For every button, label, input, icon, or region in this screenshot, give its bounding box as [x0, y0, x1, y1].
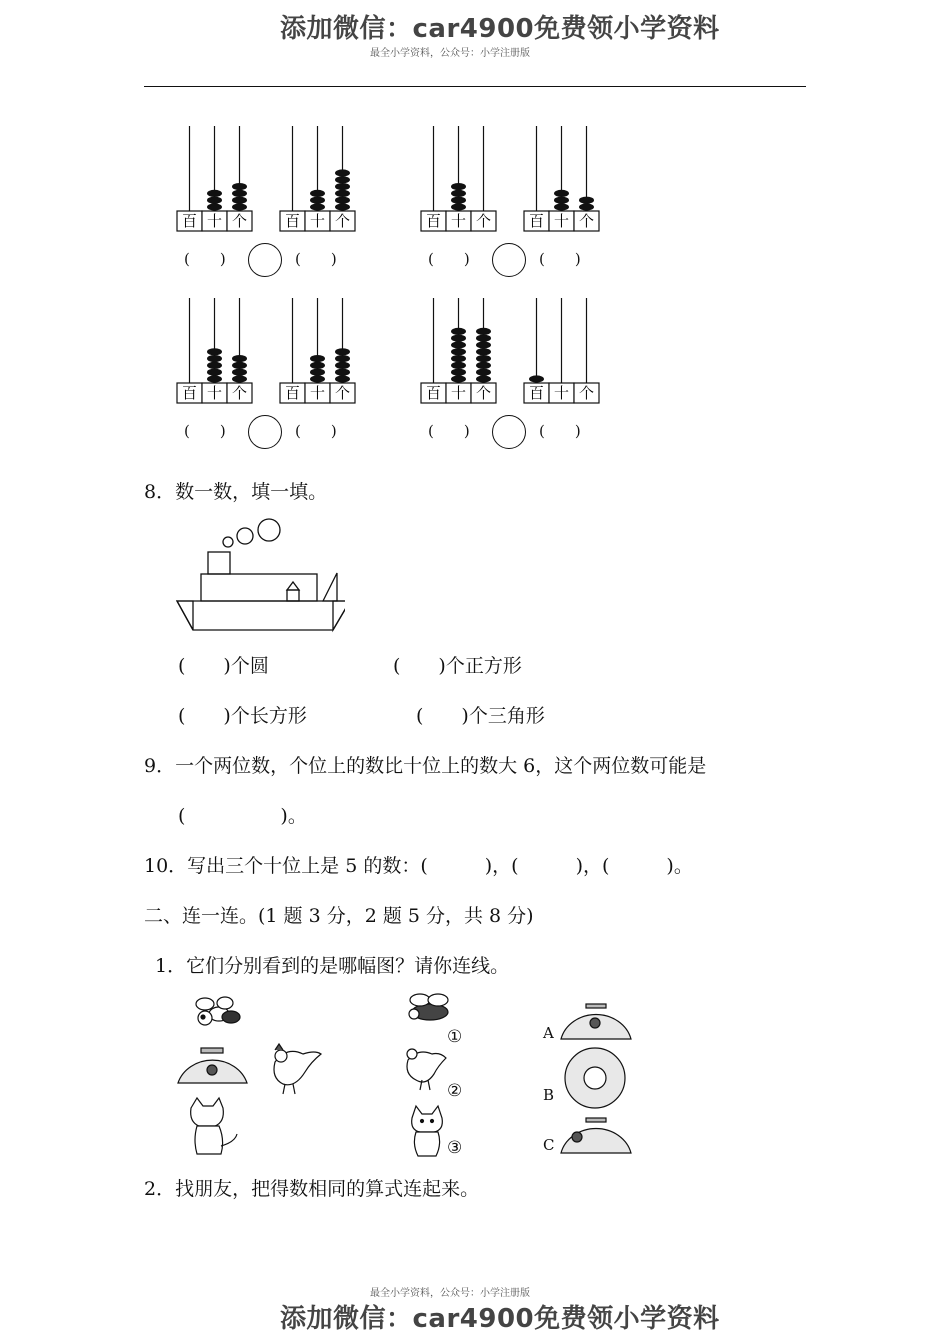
option-b-label: B	[543, 1086, 555, 1104]
section2-title: 二、连一连。(1 题 3 分，2 题 5 分，共 8 分)	[144, 905, 534, 927]
abacus-bead	[451, 183, 466, 190]
place-label: 百	[425, 384, 442, 402]
place-label: 百	[181, 212, 198, 230]
compare-circle[interactable]	[248, 243, 282, 277]
abacus-answer-blank[interactable]: ( )	[539, 422, 581, 440]
hull-left-triangle	[177, 601, 193, 630]
option-a-label: A	[543, 1024, 554, 1042]
marker-1: ①	[447, 1027, 463, 1047]
abacus-bead	[451, 348, 466, 355]
place-label: 个	[475, 384, 492, 402]
footer-subtext: 最全小学资料，公众号：小学注册版	[370, 1288, 530, 1299]
q10-text: 10．写出三个十位上是 5 的数：( )，( )，( )。	[144, 855, 693, 877]
abacus-bead	[554, 203, 569, 210]
abacus-answer-blank[interactable]: ( )	[295, 250, 337, 268]
q8-triangle-blank[interactable]: ( )个三角形	[416, 705, 545, 727]
bowl-view-b	[565, 1048, 625, 1108]
place-label: 百	[528, 212, 545, 230]
abacus-bead	[335, 183, 350, 190]
abacus-bead	[554, 190, 569, 197]
abacus-bead	[476, 348, 491, 355]
cat-front-icon	[412, 1106, 443, 1156]
abacus-bead	[529, 375, 544, 382]
abacus-bead	[232, 375, 247, 382]
abacus-bead	[451, 203, 466, 210]
q8-square-blank[interactable]: ( )个正方形	[393, 655, 522, 677]
abacus-bead	[554, 197, 569, 204]
q8-rect-blank[interactable]: ( )个长方形	[178, 705, 307, 727]
section2-q2: 2．找朋友，把得数相同的算式连起来。	[144, 1178, 480, 1200]
abacus-bead	[579, 203, 594, 210]
abacus-bead	[232, 183, 247, 190]
house-square	[287, 590, 299, 601]
abacus-bead	[232, 197, 247, 204]
abacus-bead	[335, 355, 350, 362]
place-label: 十	[206, 384, 223, 402]
abacus	[176, 298, 253, 405]
abacus-bead	[232, 369, 247, 376]
abacus-bead	[476, 369, 491, 376]
left-picture-group	[175, 990, 335, 1165]
abacus-bead	[310, 369, 325, 376]
hull-trapezoid	[177, 601, 345, 630]
abacus-bead	[207, 355, 222, 362]
place-label: 百	[528, 384, 545, 402]
footer-banner: 添加微信：car4900免费领小学资料	[280, 1304, 720, 1334]
abacus-bead	[310, 362, 325, 369]
bowl-view-a	[561, 1004, 631, 1039]
abacus-bead	[310, 197, 325, 204]
place-label: 百	[284, 212, 301, 230]
place-label: 个	[578, 212, 595, 230]
abacus-answer-blank[interactable]: ( )	[428, 250, 470, 268]
cat-icon	[191, 1098, 237, 1154]
header-divider	[144, 86, 806, 87]
abacus-bead	[232, 203, 247, 210]
marker-3: ③	[447, 1138, 463, 1158]
place-label: 个	[231, 384, 248, 402]
abacus-bead	[232, 362, 247, 369]
abacus-bead	[451, 190, 466, 197]
q8-title: 8．数一数，填一填。	[144, 481, 328, 503]
abacus-bead	[207, 369, 222, 376]
place-label: 百	[181, 384, 198, 402]
chimney-square	[208, 552, 230, 574]
abacus-bead	[476, 355, 491, 362]
sail-triangle	[323, 573, 337, 601]
abacus-bead	[335, 348, 350, 355]
abacus-bead	[207, 375, 222, 382]
abacus	[279, 126, 356, 233]
header-banner: 添加微信：car4900免费领小学资料	[280, 14, 720, 44]
abacus-bead	[335, 369, 350, 376]
place-label: 个	[334, 384, 351, 402]
abacus-bead	[451, 335, 466, 342]
abacus	[523, 126, 600, 233]
place-label: 十	[450, 384, 467, 402]
q9-line1: 9．一个两位数，个位上的数比十位上的数大 6，这个两位数可能是	[144, 755, 707, 777]
place-label: 个	[578, 384, 595, 402]
smoke-circle-medium	[237, 528, 253, 544]
place-label: 十	[206, 212, 223, 230]
abacus-bead	[310, 355, 325, 362]
place-label: 十	[553, 212, 570, 230]
abacus-bead	[476, 335, 491, 342]
abacus-answer-blank[interactable]: ( )	[184, 250, 226, 268]
abacus-bead	[451, 328, 466, 335]
place-label: 百	[425, 212, 442, 230]
abacus-bead	[335, 176, 350, 183]
place-label: 十	[309, 384, 326, 402]
abacus-bead	[335, 197, 350, 204]
abacus-bead	[207, 203, 222, 210]
bowl-views-group	[555, 995, 640, 1160]
abacus-answer-blank[interactable]: ( )	[184, 422, 226, 440]
q8-circle-blank[interactable]: ( )个圆	[178, 655, 269, 677]
rooster-side-icon	[407, 1049, 446, 1090]
abacus-bead	[335, 362, 350, 369]
abacus-bead	[451, 369, 466, 376]
abacus	[176, 126, 253, 233]
bee-top-icon	[196, 997, 240, 1025]
abacus	[279, 298, 356, 405]
abacus-bead	[207, 362, 222, 369]
compare-circle[interactable]	[248, 415, 282, 449]
house-roof-triangle	[287, 582, 299, 590]
abacus	[523, 298, 600, 405]
abacus-bead	[310, 190, 325, 197]
abacus-bead	[335, 375, 350, 382]
ship-figure	[175, 515, 345, 635]
header-subtext: 最全小学资料，公众号：小学注册版	[370, 48, 530, 59]
smoke-circle-large	[258, 519, 280, 541]
abacus-answer-blank[interactable]: ( )	[539, 250, 581, 268]
option-c-label: C	[543, 1136, 555, 1154]
compare-circle[interactable]	[492, 243, 526, 277]
abacus-bead	[207, 348, 222, 355]
compare-circle[interactable]	[492, 415, 526, 449]
abacus-bead	[476, 362, 491, 369]
place-label: 个	[231, 212, 248, 230]
place-label: 十	[553, 384, 570, 402]
abacus	[420, 298, 497, 405]
place-label: 十	[309, 212, 326, 230]
abacus-bead	[451, 375, 466, 382]
abacus-bead	[476, 375, 491, 382]
place-label: 百	[284, 384, 301, 402]
abacus-bead	[476, 341, 491, 348]
smoke-circle-small	[223, 537, 233, 547]
abacus-bead	[579, 197, 594, 204]
abacus-bead	[451, 341, 466, 348]
place-label: 个	[475, 212, 492, 230]
middle-picture-group	[398, 990, 478, 1165]
abacus-bead	[476, 328, 491, 335]
bowl-view-c	[561, 1118, 631, 1153]
rooster-icon	[274, 1044, 321, 1094]
abacus-bead	[335, 169, 350, 176]
abacus-bead	[310, 375, 325, 382]
abacus-bead	[451, 362, 466, 369]
abacus-bead	[310, 203, 325, 210]
abacus-answer-blank[interactable]: ( )	[428, 422, 470, 440]
abacus-bead	[232, 355, 247, 362]
abacus-bead	[335, 190, 350, 197]
section2-q1: 1．它们分别看到的是哪幅图？请你连线。	[155, 955, 510, 977]
q9-answer-blank[interactable]: ( )。	[178, 805, 307, 827]
abacus-bead	[207, 190, 222, 197]
hull-right-triangle	[333, 601, 345, 630]
place-label: 十	[450, 212, 467, 230]
abacus-bead	[207, 197, 222, 204]
bee-side-icon	[409, 994, 448, 1020]
place-label: 个	[334, 212, 351, 230]
marker-2: ②	[447, 1081, 463, 1101]
abacus-bead	[335, 203, 350, 210]
bowl-icon	[178, 1048, 247, 1083]
abacus-answer-blank[interactable]: ( )	[295, 422, 337, 440]
abacus	[420, 126, 497, 233]
abacus-bead	[232, 190, 247, 197]
abacus-bead	[451, 197, 466, 204]
abacus-bead	[451, 355, 466, 362]
